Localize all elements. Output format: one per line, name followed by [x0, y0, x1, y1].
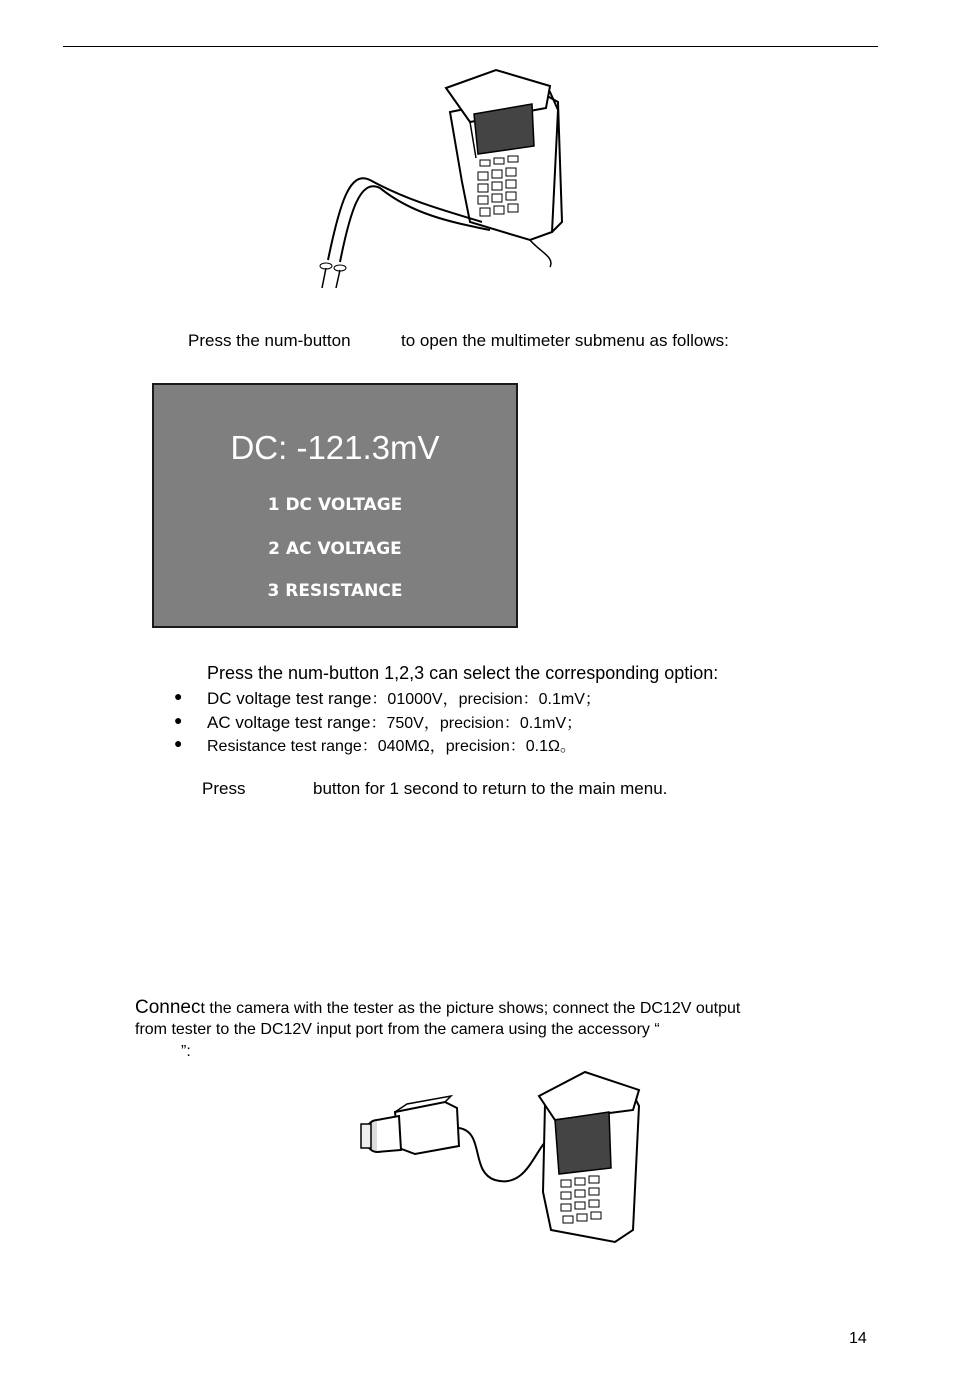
- spec-resistance-label: Resistance test range: [207, 738, 362, 755]
- press-num-button-text: Press the num-button: [188, 331, 351, 350]
- camera-instruction-rest: t the camera with the tester as the picture shows; connect the DC12V output: [200, 1000, 741, 1017]
- spec-ac-label: AC voltage test range: [207, 713, 371, 732]
- multimeter-screen: [152, 383, 518, 628]
- spec-ac-detail: ：750V，precision：0.1mV；: [370, 715, 583, 732]
- page-number: 14: [849, 1330, 867, 1347]
- multimeter-reading: DC: -121.3mV: [230, 429, 440, 466]
- camera-instruction-line-2: from tester to the DC12V input port from the camera using the accessory “: [135, 1021, 660, 1038]
- tester-with-probes-illustration: [300, 62, 570, 292]
- bullet-icon: ●: [174, 688, 183, 704]
- spec-dc-detail: ：01000V，precision：0.1mV；: [371, 691, 601, 708]
- spec-resistance-detail: ：040MΩ，precision：0.1Ω。: [361, 738, 576, 755]
- bullet-icon: ●: [174, 735, 183, 751]
- spec-ac: [207, 710, 582, 733]
- return-main-menu-text: button for 1 second to return to the main menu.: [313, 779, 668, 798]
- spec-dc: [207, 686, 601, 709]
- menu-item-ac-voltage[interactable]: 2 AC VOLTAGE: [268, 539, 402, 559]
- press-return-text: Press: [202, 779, 246, 798]
- spec-resistance: [207, 733, 576, 756]
- menu-item-resistance[interactable]: 3 RESISTANCE: [267, 581, 403, 601]
- camera-instruction-line-3: ”:: [181, 1043, 191, 1060]
- select-option-text: Press the num-button 1,2,3 can select the corresponding option:: [207, 663, 719, 683]
- open-submenu-text: to open the multimeter submenu as follows:: [401, 331, 729, 350]
- bullet-icon: ●: [174, 712, 183, 728]
- spec-dc-label: DC voltage test range: [207, 689, 372, 708]
- camera-tester-connection-illustration: [355, 1062, 650, 1252]
- menu-item-dc-voltage[interactable]: 1 DC VOLTAGE: [267, 495, 403, 515]
- camera-instruction-start: Connec: [135, 997, 201, 1018]
- camera-instruction-line-1: [135, 997, 740, 1019]
- header-rule: [63, 46, 878, 47]
